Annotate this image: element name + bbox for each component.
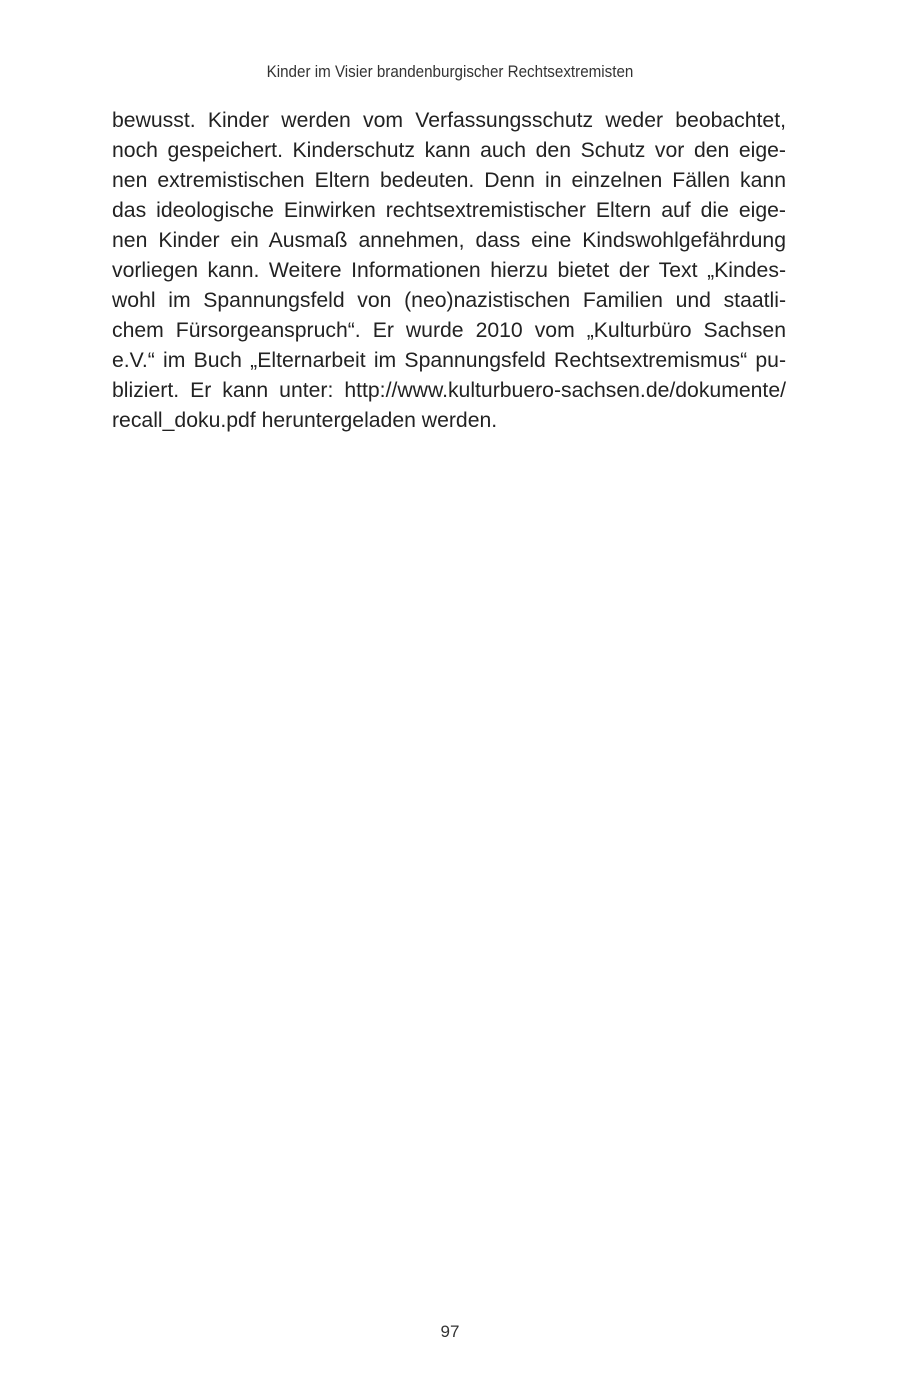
paragraph-line: chem Fürsorgeanspruch“. Er wurde 2010 vom „Kulturbüro Sachsen — [112, 319, 786, 342]
paragraph-line: noch gespeichert. Kinderschutz kann auch den Schutz vor den eige- — [112, 139, 786, 162]
paragraph-line: vorliegen kann. Weitere Informationen hierzu bietet der Text „Kindes- — [112, 259, 786, 282]
page-number: 97 — [440, 1322, 460, 1341]
paragraph-line: bliziert. Er kann unter: http://www.kulturbuero-sachsen.de/dokumente/ — [112, 379, 786, 402]
paragraph-line: nen Kinder ein Ausmaß annehmen, dass eine Kindswohlgefährdung — [112, 229, 786, 252]
paragraph-line: wohl im Spannungsfeld von (neo)nazistischen Familien und staatli- — [112, 289, 786, 312]
paragraph-line: e.V.“ im Buch „Elternarbeit im Spannungsfeld Rechtsextremismus“ pu- — [112, 349, 786, 372]
paragraph-line: das ideologische Einwirken rechtsextremistischer Eltern auf die eige- — [112, 199, 786, 222]
paragraph-line: nen extremistischen Eltern bedeuten. Denn in einzelnen Fällen kann — [112, 169, 786, 192]
running-header: Kinder im Visier brandenburgischer Rechtsextremisten — [266, 63, 634, 81]
paragraph-line-last: recall_doku.pdf heruntergeladen werden. — [112, 409, 498, 432]
paragraph-line: bewusst. Kinder werden vom Verfassungsschutz weder beobachtet, — [112, 109, 786, 132]
body-paragraph — [112, 106, 786, 436]
